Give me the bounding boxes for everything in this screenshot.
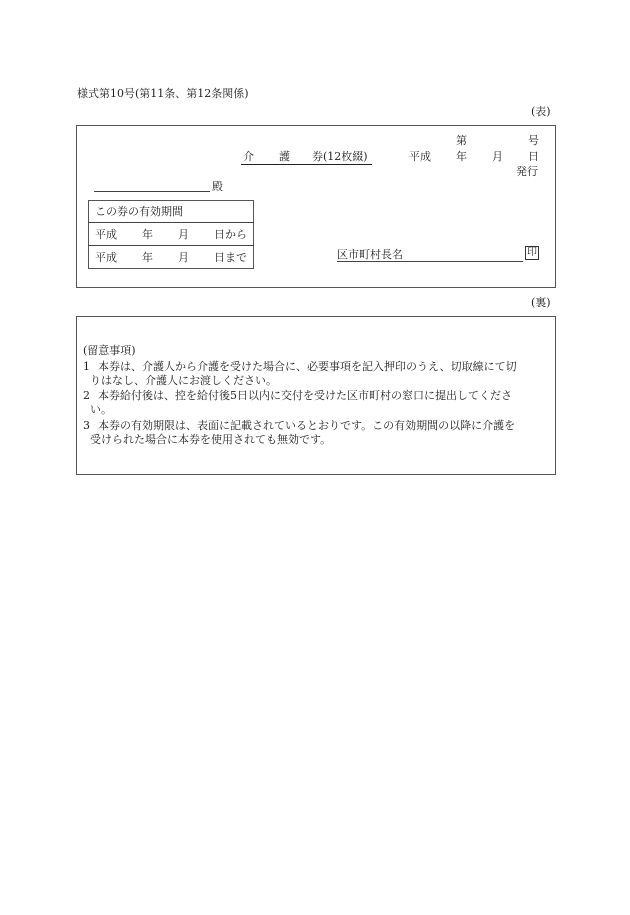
validity-to-year: 年 [142,251,153,264]
issue-year: 年 [456,150,467,163]
mayor-name-label: 区市町村長名 [337,248,403,261]
validity-heading: この券の有効期間 [95,205,183,218]
note-number: 1 [83,360,90,373]
note-text-continued: 受けられた場合に本券を使用されても無効です。 [90,433,332,446]
note-text: 本券の有効期限は、表面に記載されているとおりです。この有効期間の以降に介護を [98,419,516,432]
ticket-number-suffix: 号 [528,134,539,147]
note-number: 3 [83,419,90,432]
note-text-continued: い。 [90,403,112,416]
title-underline [241,164,372,165]
seal-box: 印 [527,247,537,258]
validity-table-divider [88,222,254,223]
title-char-3: 券(12枚綴) [312,150,368,163]
form-number-label: 様式第10号(第11条、第12条関係) [77,87,249,100]
validity-to-era: 平成 [95,251,117,264]
validity-to-month: 月 [178,251,189,264]
mayor-name-line [337,261,523,262]
back-side-label: (裏) [531,296,551,309]
validity-from-year: 年 [142,228,153,241]
validity-table-divider [88,245,254,246]
ticket-number-prefix: 第 [456,134,467,147]
front-side-label: (表) [531,105,551,118]
issued-label: 発行 [516,165,538,178]
recipient-name-line [94,191,210,192]
validity-from-month: 月 [178,228,189,241]
title-char-1: 介 [243,150,254,163]
recipient-suffix: 殿 [212,180,223,193]
note-text-continued: りはなし、介護人にお渡しください。 [90,374,277,387]
title-char-2: 護 [279,150,290,163]
validity-from-era: 平成 [95,228,117,241]
notes-heading: (留意事項) [83,344,136,357]
issue-era: 平成 [409,150,431,163]
note-text: 本券給付後は、控を給付後5日以内に交付を受けた区市町村の窓口に提出してくださ [98,389,512,402]
issue-day: 日 [528,150,539,163]
issue-month: 月 [492,150,503,163]
validity-from-day: 日から [214,228,247,241]
validity-to-day: 日まで [214,251,247,264]
ticket-title [243,151,368,162]
note-number: 2 [83,389,90,402]
note-text: 本券は、介護人から介護を受けた場合に、必要事項を記入押印のうえ、切取線にて切 [98,360,517,373]
